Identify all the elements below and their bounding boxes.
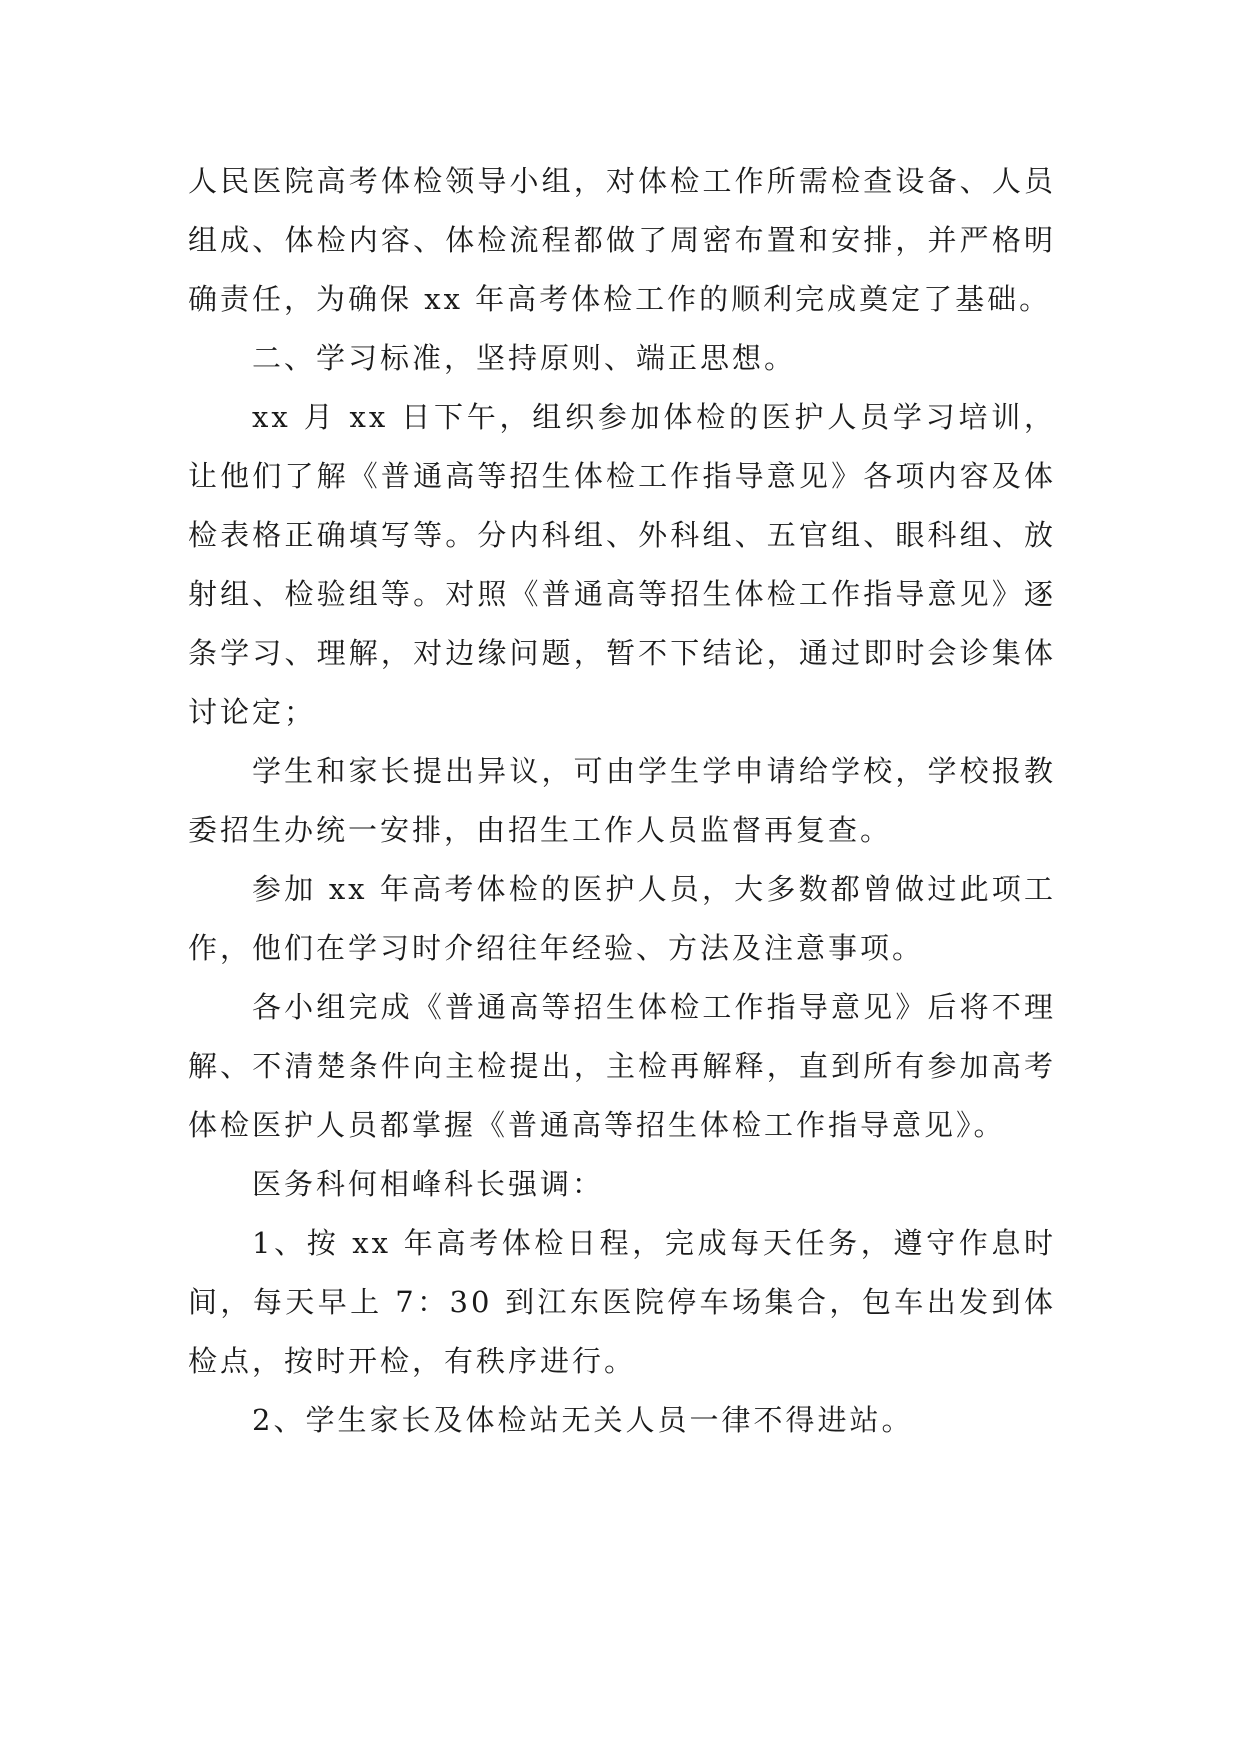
paragraph-4: 学生和家长提出异议，可由学生学申请给学校，学校报教委招生办统一安排，由招生工作人员监督再复查。 [188, 754, 1056, 847]
document-body [188, 152, 1056, 1450]
paragraph-7: 医务科何相峰科长强调： [252, 1167, 605, 1201]
section-heading-2: 二、学习标准，坚持原则、端正思想。 [252, 341, 797, 375]
paragraph-6: 各小组完成《普通高等招生体检工作指导意见》后将不理解、不清楚条件向主检提出，主检再解释，直到所有参加高考体检医护人员都掌握《普通高等招生体检工作指导意见》。 [188, 990, 1056, 1142]
list-item-2: 2、学生家长及体检站无关人员一律不得进站。 [252, 1403, 914, 1437]
paragraph-3: xx 月 xx 日下午，组织参加体检的医护人员学习培训，让他们了解《普通高等招生体检工作指导意见》各项内容及体检表格正确填写等。分内科组、外科组、五官组、眼科组、放射组、检验组等。对照《普通高等招生体检工作指导意见》逐条学习、理解，对边缘问题，暂不下结论，通过即时会诊集体讨论定； [188, 400, 1056, 729]
paragraph-5: 参加 xx 年高考体检的医护人员，大多数都曾做过此项工作，他们在学习时介绍往年经验、方法及注意事项。 [188, 872, 1056, 965]
paragraph-1: 人民医院高考体检领导小组，对体检工作所需检查设备、人员组成、体检内容、体检流程都做了周密布置和安排，并严格明确责任，为确保 xx 年高考体检工作的顺利完成奠定了基础。 [188, 164, 1056, 316]
list-item-1: 1、按 xx 年高考体检日程，完成每天任务，遵守作息时间，每天早上 7：30 到江东医院停车场集合，包车出发到体检点，按时开检，有秩序进行。 [188, 1226, 1056, 1378]
